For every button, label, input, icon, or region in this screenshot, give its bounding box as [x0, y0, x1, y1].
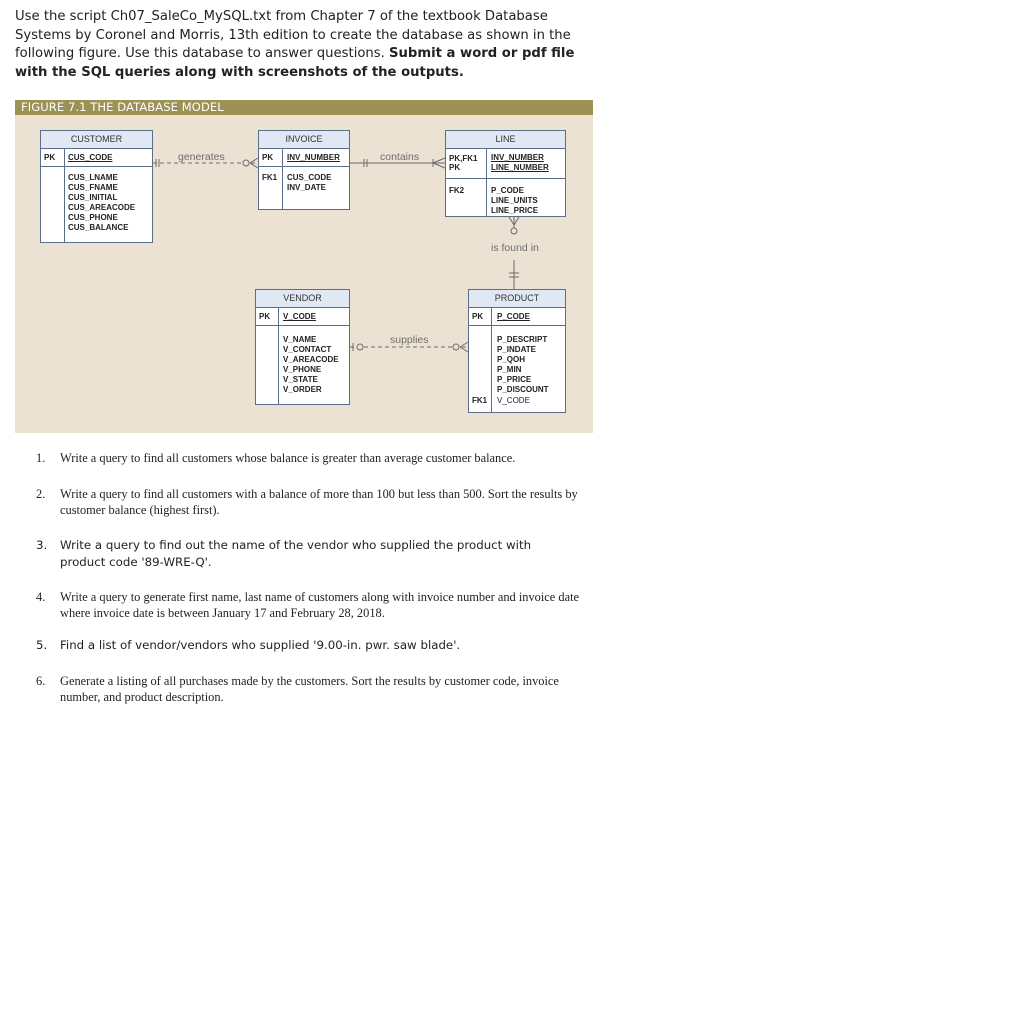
- customer-pk-attr: CUS_CODE: [68, 153, 113, 162]
- product-attr: P_PRICE: [497, 375, 532, 384]
- crowfoot-mark: [250, 158, 258, 163]
- question-text: Write a query to find all customers with a balance of more than 100 but less than 500. Sort the results by customer balance (highest first).: [60, 487, 578, 517]
- vendor-pk-attr: V_CODE: [283, 312, 316, 321]
- entity-product: [468, 289, 566, 413]
- vendor-attr: V_NAME: [283, 335, 317, 344]
- product-pk-label: PK: [472, 312, 484, 321]
- vendor-attr: V_CONTACT: [283, 345, 332, 354]
- crowfoot-mark: [460, 347, 468, 352]
- relationship-is-found-in: is found in: [491, 242, 539, 254]
- vendor-attr: V_STATE: [283, 375, 318, 384]
- invoice-fk-label: FK1: [262, 173, 278, 182]
- invoice-pk-attr: INV_NUMBER: [287, 153, 340, 162]
- invoice-attr: INV_DATE: [287, 183, 326, 192]
- product-attr: V_CODE: [497, 396, 530, 405]
- crowfoot-mark: [433, 158, 445, 163]
- crowfoot-mark: [250, 163, 258, 168]
- line-pk-attr-2: LINE_NUMBER: [491, 163, 549, 172]
- customer-attr: CUS_AREACODE: [68, 203, 136, 212]
- product-attr: P_QOH: [497, 355, 526, 364]
- line-pk-label-1: PK,FK1: [449, 154, 478, 163]
- entity-line-name: LINE: [446, 131, 565, 149]
- product-attr: P_INDATE: [497, 345, 536, 354]
- relationship-supplies: supplies: [390, 334, 429, 346]
- database-model-figure: [15, 100, 593, 433]
- question-text: Write a query to find all customers whose balance is greater than average customer balance.: [60, 451, 516, 465]
- optional-circle: [453, 344, 459, 350]
- question-number: 5.: [36, 638, 48, 652]
- product-attr: P_MIN: [497, 365, 522, 374]
- product-fk-label: FK1: [472, 396, 488, 405]
- entity-line: [445, 130, 566, 217]
- question-text: Generate a listing of all purchases made by the customers. Sort the results by customer code, invoice number, and product description.: [60, 674, 559, 704]
- customer-pk-row: [41, 149, 152, 167]
- question-text: Find a list of vendor/vendors who supplied '9.00-in. pwr. saw blade'.: [60, 638, 461, 652]
- invoice-attr: CUS_CODE: [287, 173, 332, 182]
- question-number: 2.: [36, 487, 46, 501]
- question-number: 1.: [36, 451, 46, 465]
- entity-vendor: [255, 289, 350, 405]
- vendor-attr: V_ORDER: [283, 385, 322, 394]
- product-pk-row: [469, 308, 565, 326]
- line-attr: LINE_PRICE: [491, 206, 539, 215]
- customer-pk-label: PK: [44, 153, 56, 162]
- customer-attr: CUS_INITIAL: [68, 193, 118, 202]
- customer-attr: CUS_PHONE: [68, 213, 118, 222]
- vendor-pk-label: PK: [259, 312, 271, 321]
- line-attr: P_CODE: [491, 186, 524, 195]
- product-attr: P_DISCOUNT: [497, 385, 549, 394]
- product-attr: P_DESCRIPT: [497, 335, 548, 344]
- entity-customer: [40, 130, 153, 243]
- question-number: 4.: [36, 590, 46, 604]
- line-attr: LINE_UNITS: [491, 196, 538, 205]
- relationship-contains: contains: [380, 151, 420, 163]
- crowfoot-mark: [460, 342, 468, 347]
- intro-bold-text: Submit a word or pdf file with the SQL queries along with screenshots of the outputs.: [15, 46, 575, 80]
- entity-product-name: PRODUCT: [469, 290, 565, 308]
- entity-invoice-name: INVOICE: [259, 131, 349, 149]
- line-pk-label-2: PK: [449, 163, 461, 172]
- line-pk-row: [446, 149, 565, 179]
- optional-circle: [511, 228, 517, 234]
- customer-attr: CUS_FNAME: [68, 183, 118, 192]
- question-number: 3.: [36, 538, 48, 552]
- line-fk-label: FK2: [449, 186, 465, 195]
- question-text: Write a query to generate first name, last name of customers along with invoice number and invoice date where invoice date is between January 17 and February 28, 2018.: [60, 590, 580, 620]
- relationship-generates: generates: [178, 151, 225, 163]
- optional-circle: [357, 344, 363, 350]
- intro-paragraph: [15, 8, 595, 82]
- entity-customer-name: CUSTOMER: [41, 131, 152, 149]
- crowfoot-mark: [514, 217, 519, 225]
- product-pk-attr: P_CODE: [497, 312, 530, 321]
- vendor-attr: V_AREACODE: [283, 355, 339, 364]
- line-pk-attr-1: INV_NUMBER: [491, 153, 544, 162]
- figure-caption: FIGURE 7.1 THE DATABASE MODEL: [15, 100, 593, 115]
- invoice-pk-label: PK: [262, 153, 274, 162]
- customer-attr: CUS_BALANCE: [68, 223, 129, 232]
- customer-attr: CUS_LNAME: [68, 173, 118, 182]
- entity-vendor-name: VENDOR: [256, 290, 349, 308]
- question-text: Write a query to find out the name of the vendor who supplied the product with product code '89-WRE-Q'.: [60, 538, 532, 569]
- crowfoot-mark: [509, 217, 514, 225]
- question-number: 6.: [36, 674, 46, 688]
- vendor-attr: V_PHONE: [283, 365, 322, 374]
- intro-text: Use the script Ch07_SaleCo_MySQL.txt from Chapter 7 of the textbook Database Systems by Coronel and Morris, 13th edition to create the database as shown in the following figure. Use this database to answer questions.: [15, 9, 571, 61]
- optional-circle: [243, 160, 249, 166]
- vendor-pk-row: [256, 308, 349, 326]
- invoice-pk-row: [259, 149, 349, 167]
- crowfoot-mark: [433, 163, 445, 168]
- entity-invoice: [258, 130, 350, 210]
